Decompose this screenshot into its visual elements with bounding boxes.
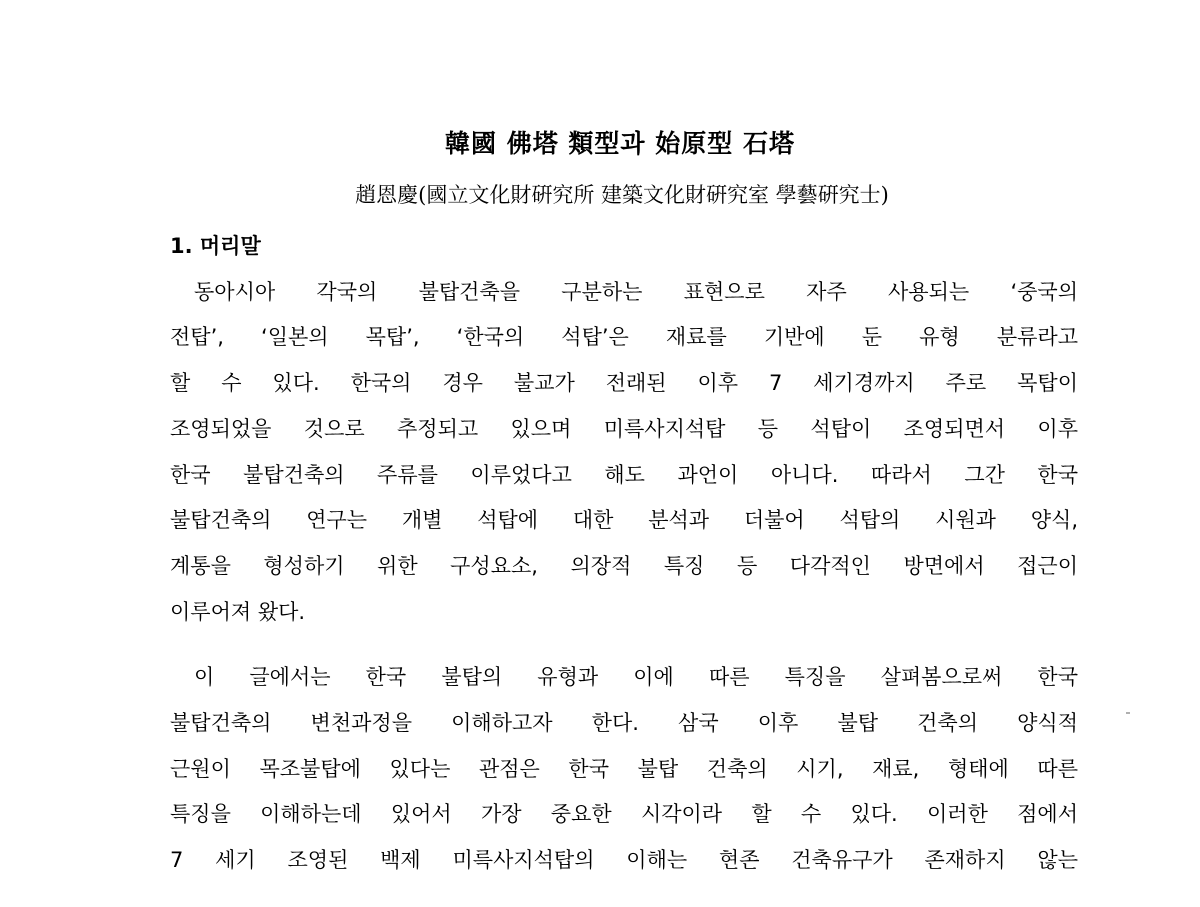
paragraph-line: 불탑건축의 연구는 개별 석탑에 대한 분석과 더불어 석탑의 시원과 양식, bbox=[170, 508, 1078, 532]
paragraph-line: 전탑’, ‘일본의 목탑’, ‘한국의 석탑’은 재료를 기반에 둔 유형 분류라고 bbox=[170, 325, 1078, 349]
paragraph-line: 한국 불탑건축의 주류를 이루었다고 해도 과언이 아니다. 따라서 그간 한국 bbox=[170, 463, 1078, 487]
paragraph-line: 불탑건축의 변천과정을 이해하고자 한다. 삼국 이후 불탑 건축의 양식적 bbox=[170, 711, 1078, 735]
paragraph-line: 동아시아 각국의 불탑건축을 구분하는 표현으로 자주 사용되는 ‘중국의 bbox=[194, 280, 1078, 304]
document-title: 韓國 佛塔 類型과 始原型 石塔 bbox=[445, 129, 795, 158]
paragraph-line: 이루어져 왔다. bbox=[170, 600, 306, 624]
scan-speck bbox=[1126, 712, 1130, 714]
author-affiliation: 趙恩慶(國立文化財硏究所 建築文化財硏究室 學藝硏究士) bbox=[355, 183, 889, 207]
paragraph-line: 할 수 있다. 한국의 경우 불교가 전래된 이후 7 세기경까지 주로 목탑이 bbox=[170, 371, 1078, 395]
paragraph-line: 이 글에서는 한국 불탑의 유형과 이에 따른 특징을 살펴봄으로써 한국 bbox=[194, 665, 1078, 689]
paragraph-line: 계통을 형성하기 위한 구성요소, 의장적 특징 등 다각적인 방면에서 접근이 bbox=[170, 554, 1078, 578]
paragraph-line: 7 세기 조영된 백제 미륵사지석탑의 이해는 현존 건축유구가 존재하지 않는 bbox=[170, 848, 1078, 872]
paragraph-line: 근원이 목조불탑에 있다는 관점은 한국 불탑 건축의 시기, 재료, 형태에 따른 bbox=[170, 757, 1078, 781]
section-heading: 1. 머리말 bbox=[170, 234, 261, 258]
paragraph-line: 특징을 이해하는데 있어서 가장 중요한 시각이라 할 수 있다. 이러한 점에서 bbox=[170, 802, 1078, 826]
paragraph-line: 조영되었을 것으로 추정되고 있으며 미륵사지석탑 등 석탑이 조영되면서 이후 bbox=[170, 417, 1078, 441]
